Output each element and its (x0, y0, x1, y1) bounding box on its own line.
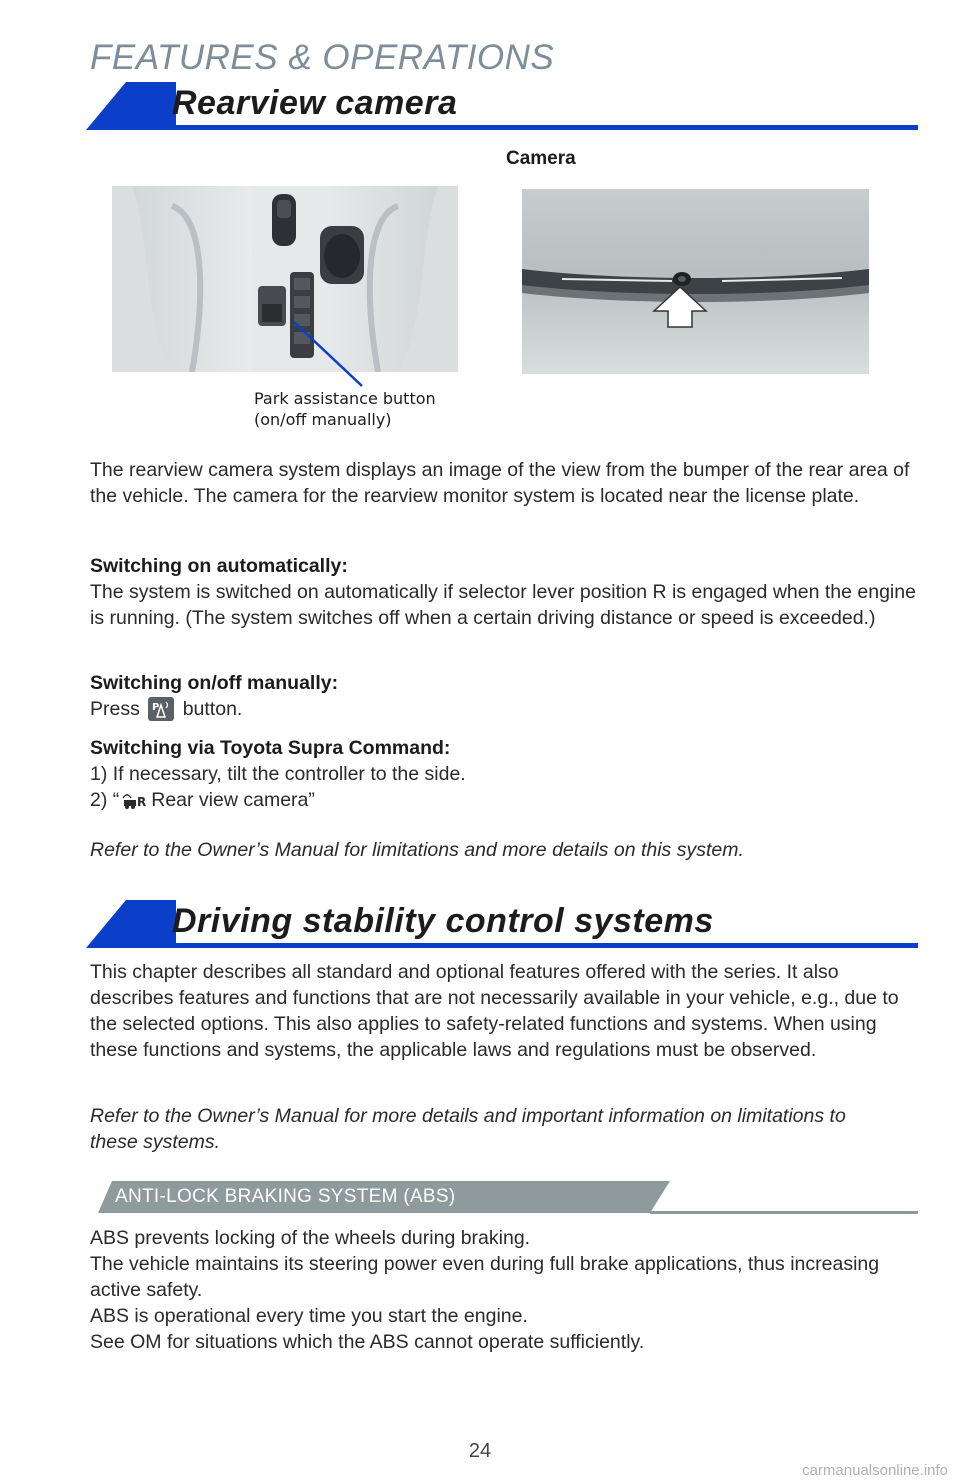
command-step-2-text: Rear view camera” (151, 789, 315, 811)
rearview-title: Rearview camera (172, 84, 458, 122)
abs-title: ANTI-LOCK BRAKING SYSTEM (ABS) (115, 1186, 456, 1207)
rearview-banner-line (126, 125, 918, 130)
stability-note: Refer to the Owner’s Manual for more details and important information on limitations to these systems. (90, 1105, 846, 1153)
console-photo (112, 186, 458, 372)
abs-banner-line (650, 1211, 918, 1214)
figure-caption-camera: Camera (506, 148, 576, 169)
svg-text:R: R (137, 795, 147, 809)
callout-leader-line (290, 318, 370, 390)
abs-body (90, 1225, 920, 1355)
abs-line-3: ABS is operational every time you start the engine. (90, 1305, 528, 1327)
watermark: carmanualsonline.info (802, 1462, 948, 1479)
rearview-intro: The rearview camera system displays an image of the view from the bumper of the rear area of the vehicle. The camera for the rearview monitor system is located near the license plate. (90, 459, 910, 507)
stability-banner-line (126, 943, 918, 948)
manual-button-text: button. (182, 698, 243, 720)
auto-heading: Switching on automatically: (90, 555, 348, 577)
page-number: 24 (468, 1440, 492, 1462)
camera-photo (522, 189, 869, 374)
abs-line-4: See OM for situations which the ABS cannot operate sufficiently. (90, 1331, 645, 1353)
command-step-1: 1) If necessary, tilt the controller to the side. (90, 763, 466, 785)
command-heading: Switching via Toyota Supra Command: (90, 737, 451, 759)
abs-line-2: The vehicle maintains its steering power even during full brake applications, thus increasing active safety. (90, 1253, 880, 1301)
callout-line-1: Park assistance button (254, 389, 436, 408)
rearview-note: Refer to the Owner’s Manual for limitations and more details on this system. (90, 839, 744, 861)
park-assist-icon (148, 697, 174, 721)
callout-label (254, 388, 436, 430)
manual-section (90, 670, 920, 722)
manual-press: Press (90, 698, 140, 720)
stability-title: Driving stability control systems (172, 902, 714, 940)
rear-camera-icon (122, 788, 148, 812)
auto-text: The system is switched on automatically if selector lever position R is engaged when the engine is running. (The system switches off when a certain driving distance or speed is exceeded.) (90, 581, 916, 629)
command-step-2-prefix: 2) “ (90, 789, 120, 811)
svg-text:P: P (152, 702, 160, 713)
abs-line-1: ABS prevents locking of the wheels during braking. (90, 1227, 531, 1249)
stability-intro: This chapter describes all standard and optional features offered with the series. It also describes features and functions that are not necessarily available in your vehicle, e.g., due to the selected options. This also applies to safety-related functions and systems. When using these functions and systems, the applicable laws and regulations must be observed. (90, 961, 899, 1061)
command-section (90, 735, 920, 813)
manual-heading: Switching on/off manually: (90, 672, 339, 694)
auto-section (90, 553, 920, 631)
section-label: FEATURES & OPERATIONS (90, 38, 555, 77)
callout-line-2: (on/off manually) (254, 410, 392, 429)
